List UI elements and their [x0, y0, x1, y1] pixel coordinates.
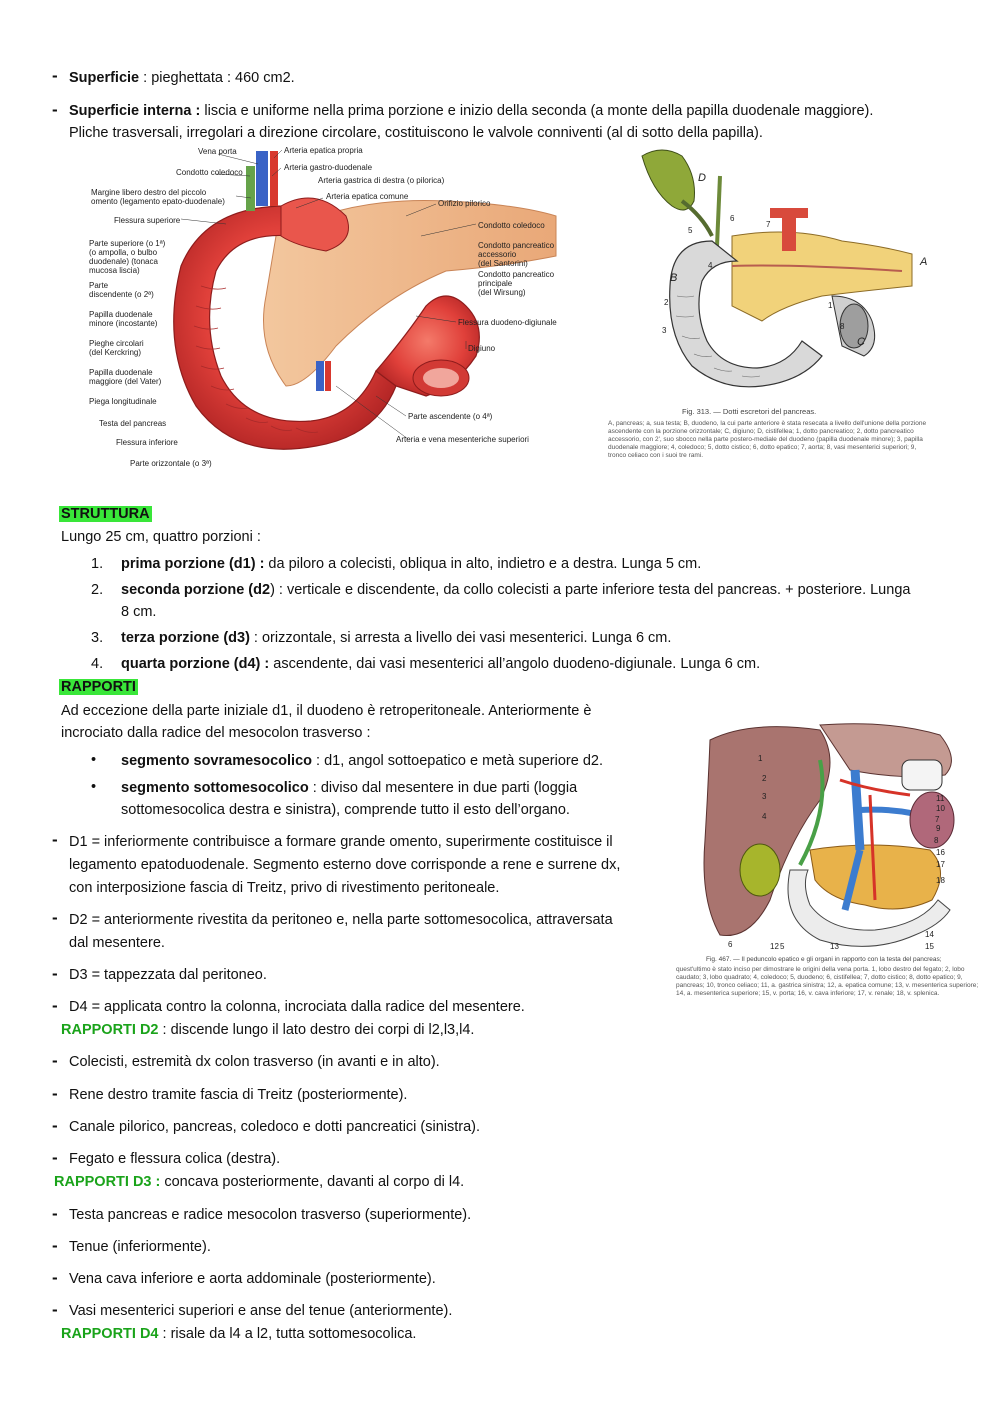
list-number: 3.: [91, 630, 104, 646]
fig1-label: minore (incostante): [89, 319, 158, 328]
fig2-letter: B: [670, 272, 678, 284]
fig3-number: 10: [936, 804, 945, 813]
fig3-caption-title: Fig. 467. — Il peduncolo epatico e gli organi in rapporto con la testa del pancreas;: [706, 956, 942, 963]
list-number: 2.: [91, 582, 104, 598]
dash-marker: -: [52, 1204, 58, 1223]
rapporti-heading: [59, 677, 138, 697]
dash-marker: -: [52, 1268, 58, 1287]
d3-line: D3 = tappezzata dal peritoneo.: [69, 967, 267, 983]
d2-relation: Canale pilorico, pancreas, coledoco e dotti pancreatici (sinistra).: [69, 1119, 481, 1135]
fig2-caption: A, pancreas; a, sua testa; B, duodeno, la cui parte anteriore è stata resecata a livello dell'unione della porzione ascendente con la porzione orizzontale; C, digiuno; D, cistifellea; 1, dotto pancreatico; 2, dotto pancreatico accessorio, con 2', suo sbocco nella parte postero-mediale del duodeno (papilla duodenale minore); 3, papilla duodenale maggiore; 4, coledoco; 5, dotto cistico; 6, dotto epatico; 7, aorta; 8, vasi mesenterici superiori; 9, tronco celiaco con i suoi tre rami.: [608, 420, 927, 459]
fig1-label: Margine libero destro del piccolo: [91, 188, 207, 197]
dash-marker: -: [52, 1148, 58, 1167]
fig3-number: 12: [770, 942, 779, 951]
fig3-caption: quest'ultimo è stato inciso per dimostrare le origini della vena porta. 1, lobo destro del fegato; 2, lobo caudato; 3, lobo quadrato; 4, coledoco; 5, duodeno; 6, cistifellea; 7, dotto cistico; 8, dotto epatico; 9, pancreas; 10, tronco celiaco; 11, a. gastrica sinistra; 12, a. epatica comune; 13, v. mesenterica superiore; 14, a. mesenterica superiore; 15, v. porta; 16, v. cava inferiore; 17, v. renale; 18, v. splenica.: [676, 966, 979, 997]
fig1-label: Parte: [89, 281, 109, 290]
fig1-label: Condotto pancreatico: [478, 270, 555, 279]
fig1-label: Arteria gastrica di destra (o pilorica): [318, 176, 445, 185]
fig1-label: Papilla duodenale: [89, 310, 153, 319]
item-desc: da piloro a colecisti, obliqua in alto, indietro e a destra. Lunga 5 cm.: [264, 556, 702, 572]
dash-marker: -: [52, 100, 58, 119]
fig2-letter: C: [857, 336, 865, 348]
struttura-heading-text: STRUTTURA: [61, 506, 150, 522]
fig1-label: Papilla duodenale: [89, 368, 153, 377]
d3-relation: Testa pancreas e radice mesocolon trasverso (superiormente).: [69, 1207, 472, 1223]
struttura-item-d4: [121, 654, 760, 674]
rapporti-p1-line1: Ad eccezione della parte iniziale d1, il duodeno è retroperitoneale. Anteriormente è: [61, 703, 592, 719]
rapporti-d2-heading: [61, 1020, 474, 1040]
list-number: 4.: [91, 656, 104, 672]
fig1-label: Vena porta: [198, 147, 237, 156]
dash-marker: -: [52, 1300, 58, 1319]
fig3-number: 16: [936, 848, 945, 857]
rapporti-d4-label: RAPPORTI D4: [61, 1326, 159, 1342]
fig1-label: Condotto coledoco: [176, 168, 243, 177]
fig1-label: Flessura inferiore: [116, 438, 178, 447]
superficie-interna-line2: Pliche trasversali, irregolari a direzione circolare, costituiscono le valvole conniventi (al di sotto della papilla).: [69, 125, 763, 141]
bullet-sottomesocolico: [121, 778, 577, 798]
fig1-label: discendente (o 2ª): [89, 290, 154, 299]
rapporti-d4-heading: [61, 1324, 416, 1344]
rapporti-d4-text: : risale da l4 a l2, tutta sottomesocolica.: [158, 1326, 417, 1342]
fig3-number: 8: [934, 836, 939, 845]
fig1-label: (del Wirsung): [478, 288, 526, 297]
bullet-term: segmento sovramesocolico: [121, 753, 312, 769]
list-number: 1.: [91, 556, 104, 572]
struttura-item-d2-line2: 8 cm.: [121, 604, 157, 620]
fig1-label: Parte superiore (o 1ª): [89, 239, 166, 248]
fig3-number: 17: [936, 860, 945, 869]
rapporti-d3-label: RAPPORTI D3 :: [54, 1174, 161, 1190]
dash-marker: -: [52, 996, 58, 1015]
item-desc: ) : verticale e discendente, da collo colecisti a parte inferiore testa del pancreas. + posteriore. Lunga: [270, 582, 911, 598]
item-term: seconda porzione (d2: [121, 582, 271, 598]
fig2-number: 4: [708, 261, 713, 270]
fig2-number: 5: [688, 226, 693, 235]
fig1-label: Arteria epatica propria: [284, 146, 363, 155]
fig3-number: 5: [780, 942, 785, 951]
superficie-desc: : pieghettata : 460 cm2.: [139, 70, 295, 86]
fig1-label: Piega longitudinale: [89, 397, 157, 406]
rapporti-p1-line2: incrociato dalla radice del mesocolon trasverso :: [61, 725, 371, 741]
bullet-sottomesocolico-line2: sottomesocolica destra e sinistra), comprende tutto il esto dell’organo.: [121, 802, 570, 818]
rapporti-d3-text: concava posteriormente, davanti al corpo di l4.: [160, 1174, 465, 1190]
superficie-item: [69, 68, 295, 88]
rapporti-d3-heading: [54, 1172, 464, 1192]
fig3-number: 3: [762, 792, 767, 801]
fig1-label: principale: [478, 279, 513, 288]
item-term: quarta porzione (d4) :: [121, 656, 270, 672]
struttura-item-d2: [121, 580, 910, 600]
fig2-number: 8: [840, 322, 845, 331]
dash-marker: -: [52, 830, 58, 849]
fig2-number: 3: [662, 326, 667, 335]
fig3-number: 7: [935, 815, 940, 824]
fig3-number: 15: [925, 942, 934, 951]
d2-line1: D2 = anteriormente rivestita da peritoneo e, nella parte sottomesocolica, attraversata: [69, 912, 613, 928]
fig3-number: 14: [925, 930, 934, 939]
fig1-label: Flessura duodeno-digiunale: [458, 318, 557, 327]
bullet-marker: •: [91, 752, 97, 768]
duodenum-anatomy-figure: [86, 146, 566, 470]
fig3-number: 2: [762, 774, 767, 783]
dash-marker: -: [52, 964, 58, 983]
item-term: prima porzione (d1) :: [121, 556, 265, 572]
d1-line1: D1 = inferiormente contribuisce a formare grande omento, superirmente costituisce il: [69, 834, 613, 850]
d2-relation: Rene destro tramite fascia di Treitz (posteriormente).: [69, 1087, 408, 1103]
item-desc: ascendente, dai vasi mesenterici all’angolo duodeno-digiunale. Lunga 6 cm.: [269, 656, 761, 672]
fig1-label: Arteria e vena mesenteriche superiori: [396, 435, 529, 444]
d4-line: D4 = applicata contro la colonna, incrociata dalla radice del mesentere.: [69, 999, 525, 1015]
fig1-label: (o ampolla, o bulbo: [89, 248, 158, 257]
struttura-intro: Lungo 25 cm, quattro porzioni :: [61, 529, 261, 545]
fig1-label: Orifizio pilorico: [438, 199, 491, 208]
fig2-number: 1: [828, 301, 833, 310]
fig3-number: 6: [728, 940, 733, 949]
fig1-label: Condotto coledoco: [478, 221, 545, 230]
fig3-number: 18: [936, 876, 945, 885]
superficie-term: Superficie: [69, 70, 140, 86]
d2-relation: Colecisti, estremità dx colon trasverso (in avanti e in alto).: [69, 1054, 440, 1070]
item-desc: : orizzontale, si arresta a livello dei vasi mesenterici. Lunga 6 cm.: [249, 630, 672, 646]
fig2-letter: D: [698, 172, 706, 184]
pancreatic-ducts-figure: [602, 146, 940, 472]
fig3-number: 4: [762, 812, 767, 821]
rapporti-d2-text: : discende lungo il lato destro dei corpi di l2,l3,l4.: [158, 1022, 475, 1038]
pancreatic-ducts-illustration: [602, 146, 940, 396]
d3-relation: Vasi mesenterici superiori e anse del tenue (anteriormente).: [69, 1303, 453, 1319]
d1-line2: legamento epatoduodenale. Segmento esterno dove corrisponde a rene e surrene dx,: [69, 857, 621, 873]
fig3-number: 11: [936, 794, 945, 803]
struttura-item-d1: [121, 554, 701, 574]
d2-line2: dal mesentere.: [69, 935, 165, 951]
superficie-interna-item: [69, 101, 873, 121]
fig2-number: 7: [766, 220, 771, 229]
fig2-number: 2: [664, 298, 669, 307]
struttura-heading: [59, 504, 152, 524]
dash-marker: -: [52, 908, 58, 927]
rapporti-heading-text: RAPPORTI: [61, 679, 136, 695]
bullet-sovramesocolico: [121, 751, 603, 771]
d3-relation: Tenue (inferiormente).: [69, 1239, 211, 1255]
hepatic-peduncle-figure: [670, 700, 986, 1005]
item-term: terza porzione (d3): [121, 630, 250, 646]
bullet-marker: •: [91, 779, 97, 795]
fig1-label: accessorio: [478, 250, 517, 259]
superficie-interna-desc: liscia e uniforme nella prima porzione e inizio della seconda (a monte della papilla duodenale maggiore).: [200, 103, 874, 119]
fig1-label: Pieghe circolari: [89, 339, 144, 348]
fig1-label: Condotto pancreatico: [478, 241, 555, 250]
fig1-label: Digiuno: [468, 344, 496, 353]
rapporti-d2-label: RAPPORTI D2: [61, 1022, 159, 1038]
fig2-caption-title: Fig. 313. — Dotti escretori del pancreas.: [682, 407, 817, 416]
fig3-number: 9: [936, 824, 941, 833]
fig1-label: Testa del pancreas: [99, 419, 167, 428]
fig1-label: maggiore (del Vater): [89, 377, 162, 386]
dash-marker: -: [52, 1051, 58, 1070]
superficie-interna-term: Superficie interna :: [69, 103, 201, 119]
fig1-label: Arteria gastro-duodenale: [284, 163, 373, 172]
fig1-label: mucosa liscia): [89, 266, 140, 275]
fig2-letter: A: [920, 256, 928, 268]
fig2-number: 6: [730, 214, 735, 223]
fig3-number: 1: [758, 754, 763, 763]
dash-marker: -: [52, 66, 58, 85]
fig1-label: Flessura superiore: [114, 216, 181, 225]
fig1-label: (del Kerckring): [89, 348, 142, 357]
struttura-item-d3: [121, 628, 671, 648]
fig1-label: omento (legamento epato-duodenale): [91, 197, 225, 206]
d3-relation: Vena cava inferiore e aorta addominale (posteriormente).: [69, 1271, 436, 1287]
bullet-desc: : diviso dal mesentere in due parti (loggia: [308, 780, 578, 796]
fig1-label: Parte ascendente (o 4ª): [408, 412, 493, 421]
fig1-label: Parte orizzontale (o 3ª): [130, 459, 212, 468]
dash-marker: -: [52, 1116, 58, 1135]
bullet-term: segmento sottomesocolico: [121, 780, 309, 796]
d2-relation: Fegato e flessura colica (destra).: [69, 1151, 281, 1167]
d1-line3: con interposizione fascia di Treitz, privo di rivestimento peritoneale.: [69, 880, 500, 896]
fig1-label: Arteria epatica comune: [326, 192, 409, 201]
bullet-desc: : d1, angol sottoepatico e metà superiore d2.: [312, 753, 603, 769]
fig1-label: (del Santorini): [478, 259, 528, 268]
dash-marker: -: [52, 1084, 58, 1103]
dash-marker: -: [52, 1236, 58, 1255]
fig3-number: 13: [830, 942, 839, 951]
fig1-label: duodenale) (tonaca: [89, 257, 158, 266]
